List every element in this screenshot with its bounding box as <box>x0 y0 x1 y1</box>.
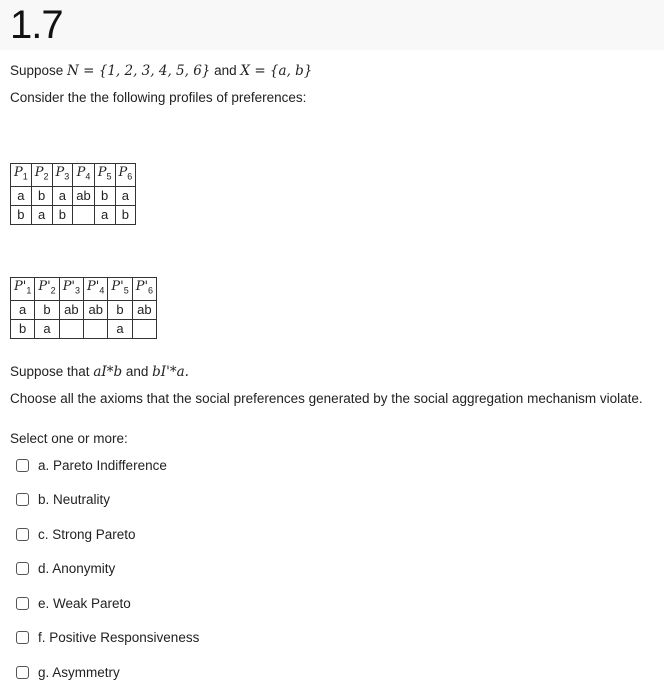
option-label: b. Neutrality <box>38 491 111 507</box>
profile-2-header-row <box>11 278 157 301</box>
table-cell: a <box>115 186 136 205</box>
profile-2-header: $P'_4$ <box>84 278 108 301</box>
consider-text: Consider the the following profiles of preferences: <box>10 90 307 105</box>
relation-expression-2: bI'*a <box>152 364 185 380</box>
option-positive-responsiveness[interactable] <box>16 628 199 646</box>
profile-2-header: $P'_6$ <box>132 278 156 301</box>
profile-1-row-2 <box>11 205 136 224</box>
table-cell: b <box>35 300 59 319</box>
profile-1-header: $P_2$ <box>31 164 52 187</box>
suppose-prefix: Suppose <box>10 63 68 78</box>
option-anonymity[interactable] <box>16 559 115 577</box>
checkbox[interactable] <box>16 597 29 610</box>
profile-table-2 <box>10 277 157 339</box>
table-cell: a <box>11 300 35 319</box>
checkbox[interactable] <box>16 666 29 679</box>
profile-2-row-1 <box>11 300 157 319</box>
table-cell: b <box>31 186 52 205</box>
suppose-that-and: and <box>122 364 153 379</box>
profile-1-header-row <box>11 164 136 187</box>
option-label: g. Asymmetry <box>38 664 120 680</box>
table-cell <box>59 319 83 338</box>
table-cell: a <box>31 205 52 224</box>
checkbox[interactable] <box>16 493 29 506</box>
profile-1-header: $P_1$ <box>11 164 32 187</box>
option-asymmetry[interactable] <box>16 663 120 681</box>
profile-1-row-1 <box>11 186 136 205</box>
profile-1-header: $P_6$ <box>115 164 136 187</box>
suppose-and: and <box>210 63 241 78</box>
option-label: a. Pareto Indifference <box>38 457 167 473</box>
table-cell <box>132 319 156 338</box>
suppose-that-suffix: . <box>184 364 189 380</box>
profile-2-header: $P'_2$ <box>35 278 59 301</box>
checkbox[interactable] <box>16 631 29 644</box>
relation-expression-1: aI*b <box>93 364 123 380</box>
table-cell: b <box>11 205 32 224</box>
option-label: d. Anonymity <box>38 560 116 576</box>
table-cell: a <box>11 186 32 205</box>
profile-1-header: $P_5$ <box>94 164 115 187</box>
profile-1-header: $P_3$ <box>52 164 73 187</box>
instruction-text: Choose all the axioms that the social preferences generated by the social aggregation mechanism violate. <box>10 391 643 406</box>
table-cell <box>84 319 108 338</box>
table-cell: b <box>108 300 132 319</box>
table-cell: ab <box>73 186 94 205</box>
profile-2-row-2 <box>11 319 157 338</box>
n-set-expression: N = {1, 2, 3, 4, 5, 6} <box>67 63 211 79</box>
option-label: f. Positive Responsiveness <box>38 629 200 645</box>
checkbox[interactable] <box>16 459 29 472</box>
question-header <box>0 0 664 50</box>
table-cell: b <box>115 205 136 224</box>
profile-2-header: $P'_1$ <box>11 278 35 301</box>
profile-2-header: $P'_3$ <box>59 278 83 301</box>
option-neutrality[interactable] <box>16 490 110 508</box>
table-cell: a <box>108 319 132 338</box>
table-cell: ab <box>132 300 156 319</box>
question-number: 1.7 <box>10 3 63 47</box>
table-cell: ab <box>84 300 108 319</box>
table-cell: ab <box>59 300 83 319</box>
table-cell: b <box>52 205 73 224</box>
option-pareto-indifference[interactable] <box>16 456 167 474</box>
suppose-that-line <box>10 363 189 381</box>
suppose-that-prefix: Suppose that <box>10 364 94 379</box>
x-set-expression: X = {a, b} <box>240 63 313 79</box>
select-label: Select one or more: <box>10 431 128 446</box>
table-cell: b <box>94 186 115 205</box>
suppose-line <box>10 62 312 80</box>
table-cell: a <box>94 205 115 224</box>
checkbox[interactable] <box>16 562 29 575</box>
option-weak-pareto[interactable] <box>16 594 131 612</box>
option-label: e. Weak Pareto <box>38 595 131 611</box>
option-strong-pareto[interactable] <box>16 525 136 543</box>
table-cell: b <box>11 319 35 338</box>
profile-2-header: $P'_5$ <box>108 278 132 301</box>
profile-table-1 <box>10 163 136 225</box>
table-cell: a <box>35 319 59 338</box>
table-cell: a <box>52 186 73 205</box>
option-label: c. Strong Pareto <box>38 526 136 542</box>
checkbox[interactable] <box>16 528 29 541</box>
table-cell <box>73 205 94 224</box>
profile-1-header: $P_4$ <box>73 164 94 187</box>
